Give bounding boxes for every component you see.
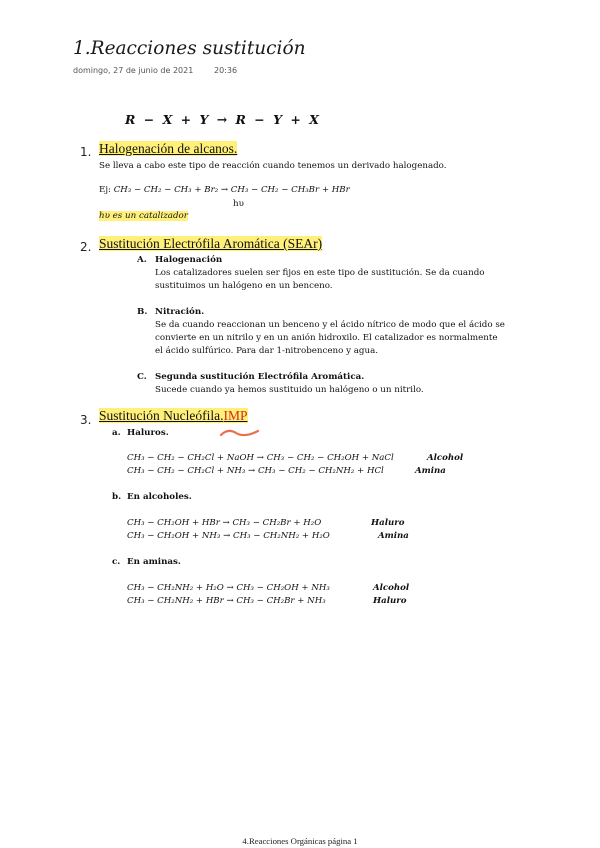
section-2-heading: Sustitución Electrófila Aromática (SEAr) [99, 236, 323, 251]
page-title: 1.Reacciones sustitución [73, 38, 306, 59]
section-3a-letter: a. [112, 428, 121, 438]
section-2b-title: Nitración. [155, 307, 205, 317]
section-3c-letter: c. [112, 557, 121, 567]
section-2a-title: Halogenación [155, 255, 223, 265]
section-1-heading: Halogenación de alcanos. [99, 141, 238, 156]
section-2a-line: sustituimos un halógeno en un benceno. [155, 281, 333, 291]
section-2b-line: el ácido sulfúrico. Para dar 1-nitrobenceno y agua. [155, 346, 379, 356]
section-1-number: 1. [80, 145, 92, 159]
section-2a-line: Los catalizadores suelen ser fijos en este tipo de sustitución. Se da cuando [155, 268, 485, 278]
reaction-equation: CH₃ − CH₂ − CH₂Cl + NH₃ → CH₃ − CH₂ − CH₂NH₂ + HCl [127, 466, 384, 476]
reaction-equation: CH₃ − CH₂NH₂ + H₂O → CH₃ − CH₂OH + NH₃ [127, 583, 330, 593]
section-2a-letter: A. [137, 255, 147, 265]
catalyst-note: hυ es un catalizador [99, 211, 188, 221]
section-3b-title: En alcoholes. [127, 492, 192, 502]
reaction-product-tag: Amina [378, 531, 409, 541]
section-2b-letter: B. [137, 307, 148, 317]
section-3c-title: En aminas. [127, 557, 181, 567]
reaction-equation: CH₃ − CH₂ − CH₂Cl + NaOH → CH₃ − CH₂ − CH₂OH + NaCl [127, 453, 394, 463]
page-time: 20:36 [214, 66, 238, 75]
page-date: domingo, 27 de junio de 2021 [73, 66, 194, 75]
section-2-number: 2. [80, 240, 92, 254]
reaction-product-tag: Haluro [371, 518, 405, 528]
section-2c-title: Segunda sustitución Electrófila Aromática. [155, 372, 365, 382]
section-3a-title: Haluros. [127, 428, 169, 438]
reaction-equation: CH₃ − CH₂OH + NH₃ → CH₃ − CH₂NH₂ + H₂O [127, 531, 330, 541]
section-2b-line: Se da cuando reaccionan un benceno y el ácido nítrico de modo que el ácido se [155, 320, 505, 330]
red-scribble-icon [218, 425, 262, 439]
section-3-heading: Sustitución Nucleófila.IMP [99, 408, 248, 423]
reaction-equation: CH₃ − CH₂NH₂ + HBr → CH₃ − CH₂Br + NH₃ [127, 596, 326, 606]
section-1-example [99, 185, 350, 195]
reaction-product-tag: Alcohol [373, 583, 410, 593]
page-footer: 4.Reacciones Orgánicas página 1 [242, 836, 358, 846]
reaction-product-tag: Alcohol [427, 453, 464, 463]
reaction-product-tag: Amina [415, 466, 446, 476]
example-label: Ej: [99, 185, 114, 195]
section-2b-line: convierte en un nitrilo y en un anión hidroxilo. El catalizador es normalmente [155, 333, 498, 343]
hv-label: hυ [233, 199, 244, 209]
example-equation: CH₃ − CH₂ − CH₃ + Br₂ → CH₃ − CH₂ − CH₃Br + HBr [113, 185, 350, 195]
section-3b-letter: b. [112, 492, 122, 502]
reaction-equation: CH₃ − CH₂OH + HBr → CH₃ − CH₂Br + H₂O [127, 518, 322, 528]
section-2c-line: Sucede cuando ya hemos sustituido un halógeno o un nitrilo. [155, 385, 424, 395]
imp-tag: IMP [223, 408, 248, 423]
section-2c-letter: C. [137, 372, 147, 382]
reaction-product-tag: Haluro [373, 596, 407, 606]
general-equation: R − X + Y → R − Y + X [125, 112, 319, 127]
section-3-number: 3. [80, 413, 92, 427]
section-1-text: Se lleva a cabo este tipo de reacción cuando tenemos un derivado halogenado. [99, 161, 447, 171]
